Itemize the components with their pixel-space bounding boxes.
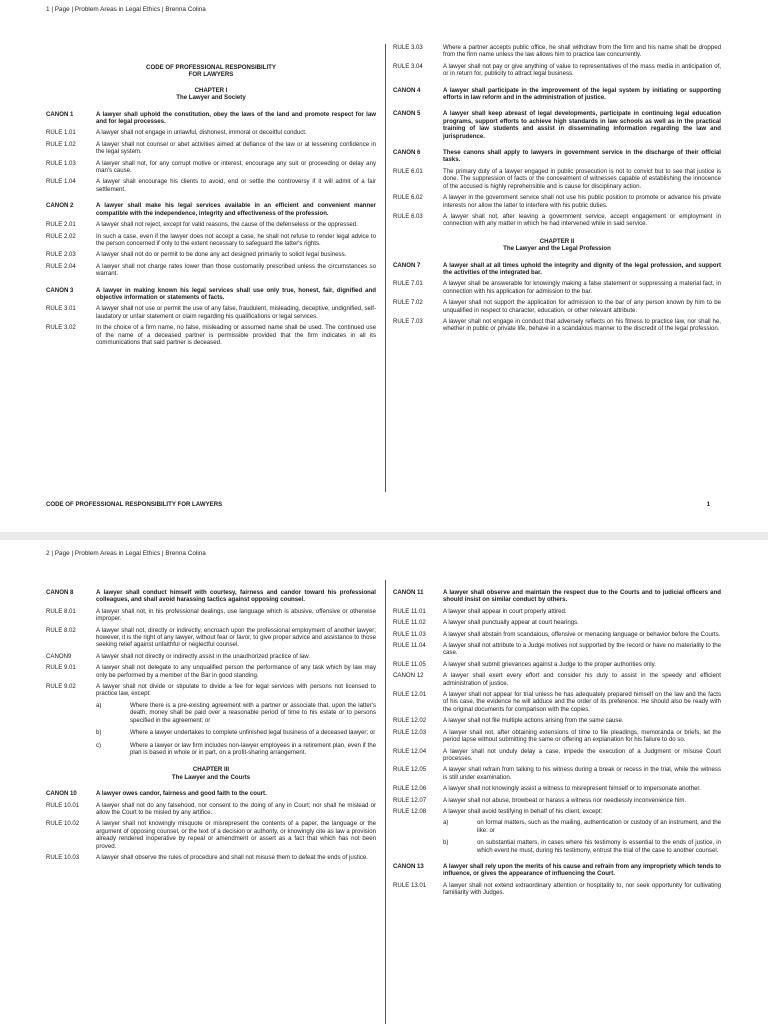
entry-text: A lawyer shall not knowingly assist a witness to misrepresent himself or to impersonate another. — [443, 785, 701, 793]
canon-entry — [393, 87, 721, 102]
entry-text: A lawyer shall not do any falsehood, nor consent to the doing of any in Court; nor shall he mislead or allow the Court to be misled by any artifice. — [96, 801, 376, 816]
entry-text: A lawyer shall not delegate to any unqualified person the performance of any task which by law may only be performed by a member of the Bar in good standing. — [96, 664, 376, 679]
rule-entry — [46, 820, 376, 850]
sub-item — [443, 819, 721, 834]
entry-text: In the choice of a firm name, no false, misleading or assumed name shall be used. The continued use of the name of a deceased partner is permissible provided that the firm indicates in all its communications that said partner is deceased. — [96, 324, 376, 346]
entry-text: A lawyer shall uphold the constitution, obey the laws of the land and promote respect for law and for legal processes. — [96, 110, 376, 126]
rule-entry — [46, 683, 376, 698]
sub-item — [443, 839, 721, 854]
entry-text: In such a case, even if the lawyer does not accept a case, he shall not refuse to render legal advice to the person concerned if only to the extent necessary to safeguard the latter's rights. — [96, 232, 376, 247]
sub-item-marker: a) — [443, 819, 449, 827]
entry-label: RULE 12.07 — [393, 796, 427, 804]
entry-label: CANON 10 — [46, 790, 77, 798]
rule-entry — [46, 221, 376, 228]
entry-text: The primary duty of a lawyer engaged in public prosecution is not to convict but to see that justice is done. The suppression of facts or the concealment of witnesses capable of establishing the innocence of the accused is highly reprehensible and is cause for disciplinary action. — [443, 167, 721, 190]
entry-text: A lawyer shall not pay or give anything of value to representatives of the mass media in anticipation of, or in return for, publicity to attract legal business. — [443, 62, 721, 78]
entry-label: RULE 11.02 — [393, 619, 426, 627]
entry-label: RULE 7.01 — [393, 280, 423, 288]
entry-text: A lawyer shall not file multiple actions arising from the same cause. — [443, 717, 624, 725]
entry-text: A lawyer shall not engage in conduct that adversely reflects on his fitness to practice law, nor shall he, whether in public or private life, behave in a scandalous manner to the discredit of the legal profession. — [443, 317, 721, 333]
entry-label: RULE 12.02 — [393, 717, 427, 725]
canon-entry — [46, 589, 376, 604]
canon-entry — [46, 287, 376, 302]
page-footer: CODE OF PROFESSIONAL RESPONSIBILITY FOR LAWYERS 1 — [46, 501, 710, 508]
rule-entry — [46, 627, 376, 649]
entry-text: A lawyer shall not unduly delay a case, impede the execution of a Judgment or misuse Court processes. — [443, 747, 721, 762]
entry-label: RULE 6.03 — [393, 212, 423, 220]
canon-entry — [393, 262, 721, 277]
rule-entry — [46, 324, 376, 346]
chapter-heading: CHAPTER III The Lawyer and the Courts — [171, 766, 251, 781]
entry-label: RULE 10.03 — [46, 853, 80, 861]
rule-entry — [46, 178, 376, 193]
entry-text: A lawyer shall abstain from scandalous, offensive or menacing language or behavior before the Courts. — [443, 630, 721, 638]
rule-entry — [46, 160, 376, 175]
entry-label: CANON 11 — [393, 589, 424, 596]
right-column — [393, 580, 721, 901]
entry-text: A lawyer shall not, after obtaining extensions of time to file pleadings, memoranda or briefs, let the period lapse without submitting the same or offering an explanation for his failure to do so. — [443, 728, 721, 744]
entry-text: A lawyer shall participate in the improvement of the legal system by initiating or supporting efforts in law reform and in the administration of justice. — [443, 86, 721, 102]
entry-list — [46, 111, 376, 347]
entry-label: RULE 1.04 — [46, 178, 76, 186]
rule-entry — [393, 299, 721, 314]
entry-label: CANON 1 — [46, 110, 74, 118]
entry-text: A lawyer shall not appear for trial unless he has adequately prepared himself on the law and the facts of his case, the evidence he will adduce and the order of its preference. He should also be ready with the original documents for comparison with the copies. — [443, 691, 721, 713]
rule-entry — [393, 785, 721, 792]
entry-text: A lawyer shall not support the application for admission to the bar of any person known by him to be unqualified in respect to character, education, or other relevant attribute. — [443, 299, 721, 314]
entry-label: RULE 6.02 — [393, 194, 423, 202]
entry-label: RULE 2.02 — [46, 232, 76, 240]
entry-text: A lawyer shall at all times uphold the integrity and dignity of the legal profession, and support the activities of the integrated bar. — [443, 261, 721, 276]
entry-label: RULE 11.01 — [393, 607, 426, 615]
rule-entry — [46, 141, 376, 156]
canon-entry — [393, 149, 721, 164]
entry-text: A lawyer shall not directly or indirectly assist in the unauthorized practice of law. — [96, 652, 311, 660]
document-title: CODE OF PROFESSIONAL RESPONSIBILITY FOR LAWYERS — [146, 64, 276, 79]
entry-list — [46, 589, 376, 861]
entry-text: A lawyer shall not use or permit the use of any false, fraudulent, misleading, deceptive, undignified, self-laudatory or unfair statement or claim regarding his qualifications or legal services. — [96, 305, 376, 320]
entry-text: A lawyer shall rely upon the merits of his cause and refrain from any impropriety which tends to influence, or gives the appearance of influencing the Court. — [443, 862, 721, 878]
sub-item-marker: b) — [96, 729, 102, 737]
entry-label: CANON 4 — [393, 86, 421, 94]
sub-item — [96, 729, 376, 736]
page-gap — [0, 532, 768, 540]
sub-item — [96, 702, 376, 724]
rule-entry — [393, 672, 721, 687]
entry-label: RULE 10.02 — [46, 820, 80, 828]
rule-entry — [46, 664, 376, 679]
column-divider — [385, 580, 386, 1024]
canon-entry — [393, 110, 721, 140]
rule-entry — [46, 263, 376, 278]
page-header: 1 | Page | Problem Areas in Legal Ethics | Brenna Colina — [46, 6, 206, 13]
entry-text: These canons shall apply to lawyers in government service in the discharge of their official tasks. — [443, 149, 721, 164]
rule-entry — [393, 882, 721, 897]
rule-entry — [393, 194, 721, 209]
left-column — [46, 580, 376, 865]
rule-entry — [393, 631, 721, 638]
sub-item-marker: a) — [96, 701, 102, 709]
entry-text: A lawyer shall observe the rules of procedure and shall not misuse them to defeat the ends of justice. — [96, 853, 369, 861]
entry-text: A lawyer shall conduct himself with courtesy, fairness and candor toward his professional colleagues, and shall avoid harassing tactics against opposing counsel. — [96, 589, 376, 604]
entry-label: RULE 12.01 — [393, 691, 427, 699]
rule-entry — [393, 619, 721, 626]
canon-entry — [46, 111, 376, 126]
rule-entry — [393, 642, 721, 657]
canon-entry — [393, 863, 721, 878]
entry-label: RULE 11.03 — [393, 630, 426, 638]
entry-label: RULE 3.03 — [393, 44, 423, 51]
entry-label: RULE 7.03 — [393, 317, 423, 325]
sub-item-text: on substantial matters, in cases where his testimony is essential to the ends of justice, in which event he must, during his testimony, entrust the trial of the case to another counsel. — [477, 839, 721, 854]
entry-text: A lawyer shall punctually appear at court hearings. — [443, 619, 579, 627]
entry-label: RULE 3.04 — [393, 62, 423, 70]
entry-label: CANON 12 — [393, 672, 424, 680]
rule-entry — [46, 233, 376, 248]
sub-item — [96, 742, 376, 757]
sub-item-text: on formal matters, such as the mailing, authentication or custody of an instrument, and the like: or — [477, 819, 721, 834]
entry-text: A lawyer shall appear in court properly attired. — [443, 607, 567, 615]
rule-entry — [393, 213, 721, 228]
chapter-heading: CHAPTER II The Lawyer and the Legal Profession — [503, 237, 611, 253]
entry-text: A lawyer shall not engage in unlawful, dishonest, immoral or deceitful conduct. — [96, 129, 307, 137]
entry-label: RULE 10.01 — [46, 801, 80, 809]
entry-text: A lawyer shall make his legal services available in an efficient and convenient manner compatible with the independence, integrity and effectiveness of the profession. — [96, 202, 376, 217]
rule-entry — [46, 854, 376, 861]
rule-entry — [393, 691, 721, 713]
sub-item-text: Where there is a pre-existing agreement with a partner or associate that, upon the latter's death, money shall be paid over a reasonable period of time to his estate or to persons specified in the agreement; or — [130, 701, 376, 724]
rule-entry — [393, 766, 721, 781]
rule-entry — [393, 717, 721, 724]
entry-label: CANON9 — [46, 652, 72, 660]
entry-text: A lawyer shall not, in his professional dealings, use language which is abusive, offensive or otherwise improper. — [96, 607, 376, 623]
rule-entry — [393, 44, 721, 59]
entry-label: RULE 2.03 — [46, 251, 76, 259]
entry-label: RULE 9.02 — [46, 683, 76, 691]
entry-label: RULE 1.01 — [46, 129, 76, 137]
page-header: 2 | Page | Problem Areas in Legal Ethics | Brenna Colina — [46, 550, 206, 557]
entry-text: A lawyer shall exert every effort and consider his duty to assist in the speedy and efficient administration of justice. — [443, 672, 721, 687]
rule-entry — [393, 661, 721, 668]
entry-label: RULE 2.04 — [46, 262, 76, 270]
entry-text: A lawyer shall observe and maintain the respect due to the Courts and to judicial officers and should insist on similar conduct by others. — [443, 589, 721, 604]
entry-text: A lawyer shall not reject, except for valid reasons, the cause of the defenseless or the oppressed. — [96, 221, 358, 229]
entry-text: A lawyer shall not attribute to a Judge motives not supported by the record or have no materiality to the case. — [443, 642, 721, 657]
entry-label: RULE 6.01 — [393, 167, 423, 175]
rule-entry — [46, 653, 376, 660]
canon-entry — [46, 202, 376, 217]
rule-entry — [46, 251, 376, 258]
entry-text: A lawyer shall not do or permit to be done any act designed primarily to solicit legal business. — [96, 251, 347, 259]
entry-label: CANON 7 — [393, 261, 421, 269]
rule-entry — [393, 608, 721, 615]
page-number: 1 — [706, 501, 710, 508]
rule-entry — [46, 802, 376, 817]
rule-entry — [393, 280, 721, 295]
entry-text: A lawyer shall not knowingly misquote or misrepresent the contents of a paper, the language or the argument of opposing counsel, or the text of a decision or authority, or knowingly cite as law a provision already rendered inoperative by repeal or amendment or assert as a fact that which has not been proved. — [96, 820, 376, 850]
column-divider — [385, 44, 386, 492]
entry-text: A lawyer in making known his legal services shall use only true, honest, fair, dignified and objective information or statements of facts. — [96, 286, 376, 301]
entry-text: A lawyer shall avoid testifying in behalf of his client, except: — [443, 807, 603, 815]
entry-label: RULE 13.01 — [393, 881, 427, 889]
entry-text: A lawyer shall not divide or stipulate to divide a fee for legal services with persons not licensed to practice law, except: — [96, 683, 376, 698]
rule-entry — [393, 729, 721, 744]
rule-entry — [46, 305, 376, 320]
entry-label: CANON 2 — [46, 202, 74, 210]
entry-label: RULE 1.03 — [46, 159, 76, 167]
rule-entry — [393, 808, 721, 815]
entry-label: RULE 7.02 — [393, 299, 423, 307]
entry-text: A lawyer shall refrain from talking to his witness during a break or recess in the trial, while the witness is still under examination. — [443, 766, 721, 781]
entry-label: RULE 11.04 — [393, 642, 426, 650]
entry-label: RULE 3.02 — [46, 324, 76, 332]
entry-label: RULE 2.01 — [46, 221, 76, 229]
entry-text: A lawyer shall encourage his clients to avoid, end or settle the controversy if it will admit of a fair settlement. — [96, 178, 376, 193]
entry-text: A lawyer shall not extend extraordinary attention or hospitality to, nor seek opportunity for cultivating familiarity with Judges. — [443, 881, 721, 897]
rule-entry — [46, 129, 376, 136]
rule-entry — [393, 797, 721, 804]
canon-entry — [393, 589, 721, 604]
entry-label: RULE 8.01 — [46, 607, 76, 615]
entry-text: A lawyer shall submit grievances against a Judge to the proper authorities only. — [443, 660, 656, 668]
entry-text: A lawyer shall not counsel or abet activities aimed at defiance of the law or at lessening confidence in the legal system. — [96, 140, 376, 156]
chapter-heading: CHAPTER I The Lawyer and Society — [176, 86, 246, 102]
entry-text: A lawyer shall be answerable for knowingly making a false statement or suppressing a material fact, in connection with his application for admission to the bar. — [443, 280, 721, 295]
entry-text: A lawyer shall not, after leaving a government service, accept engagement or employment in connection with any matter in which he had intervened while in said service. — [443, 212, 721, 228]
entry-text: A lawyer shall not abuse, browbeat or harass a witness nor needlessly inconvenience him. — [443, 796, 687, 804]
document-page-2 — [0, 540, 768, 1024]
entry-label: RULE 1.02 — [46, 140, 76, 148]
entry-label: CANON 6 — [393, 149, 421, 157]
left-column — [46, 64, 376, 350]
entry-list — [393, 589, 721, 897]
entry-label: RULE 8.02 — [46, 626, 76, 634]
rule-entry — [46, 608, 376, 623]
entry-text: A lawyer in the government service shall not use his public position to promote or advance his private interests nor allow the latter to interfere with his public duties. — [443, 194, 721, 209]
entry-text: A lawyer shall keep abreast of legal developments, participate in continuing legal education programs, support efforts to achieve high standards in law schools as well as in the practical training of law students and assist in disseminating information regarding the law and jurisprudence. — [443, 110, 721, 140]
entry-text: A lawyer shall not, for any corrupt motive or interest, encourage any suit or proceeding or delay any man's cause. — [96, 159, 376, 175]
entry-text: Where a partner accepts public office, he shall withdraw from the firm and his name shall be dropped from the firm name unless the law allows him to practice law concurrently. — [443, 44, 721, 59]
entry-list — [393, 44, 721, 333]
entry-label: CANON 3 — [46, 286, 74, 294]
rule-entry — [393, 318, 721, 333]
entry-text: A lawyer shall not, directly or indirectly, encroach upon the professional employment of another lawyer; however, it is the right of any lawyer, without fear or favor, to give proper advice and assistance to those seeking relief against unfaithful or neglectful counsel. — [96, 626, 376, 649]
right-column — [393, 44, 721, 337]
entry-label: CANON 5 — [393, 110, 421, 118]
entry-label: RULE 12.06 — [393, 785, 427, 793]
entry-label: RULE 12.08 — [393, 807, 427, 815]
sub-item-marker: b) — [443, 839, 449, 847]
entry-label: CANON 8 — [46, 589, 74, 596]
entry-label: RULE 12.05 — [393, 766, 427, 774]
entry-label: RULE 12.03 — [393, 728, 427, 736]
rule-entry — [393, 63, 721, 78]
entry-text: A lawyer owes candor, fairness and good faith to the court. — [96, 790, 267, 798]
canon-entry — [46, 790, 376, 797]
entry-label: RULE 11.05 — [393, 660, 426, 668]
entry-label: RULE 12.04 — [393, 747, 427, 755]
rule-entry — [393, 168, 721, 190]
entry-label: CANON 13 — [393, 862, 424, 870]
entry-label: RULE 9.01 — [46, 664, 76, 672]
sub-item-marker: c) — [96, 741, 102, 749]
rule-entry — [393, 748, 721, 763]
sub-item-text: Where a lawyer or law firm includes non-lawyer employees in a retirement plan, even if the plan is based in whole or in part, on a profit-sharing arrangement. — [130, 741, 376, 756]
entry-label: RULE 3.01 — [46, 305, 76, 313]
sub-item-text: Where a lawyer undertakes to complete unfinished legal business of a deceased lawyer; or — [130, 729, 376, 737]
entry-text: A lawyer shall not charge rates lower than those customarily prescribed unless the circumstances so warrant. — [96, 262, 376, 278]
